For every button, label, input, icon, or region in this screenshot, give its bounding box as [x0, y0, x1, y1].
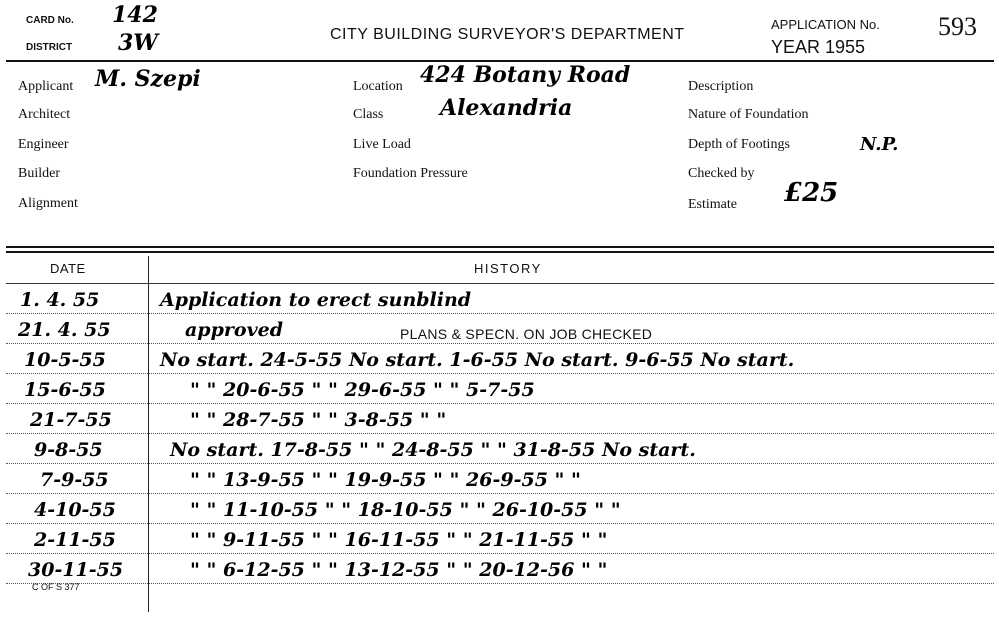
field-nature-foundation-label: Nature of Foundation [688, 107, 809, 122]
row-date: 30-11-55 [28, 559, 124, 581]
year-label: YEAR 1955 [771, 37, 866, 57]
row-date: 1. 4. 55 [20, 289, 100, 311]
date-column-divider [148, 256, 149, 612]
row-history: No start. 17-8-55 " " 24-8-55 " " 31-8-55 No start. [170, 439, 696, 461]
field-checked-by-label: Checked by [688, 166, 755, 181]
field-class-value: Alexandria [440, 95, 573, 121]
row-line [6, 493, 994, 494]
row-date: 21. 4. 55 [18, 319, 111, 341]
district-label: DISTRICT [26, 42, 73, 53]
row-line [6, 463, 994, 464]
header-underline [6, 283, 994, 284]
field-depth-footings-label: Depth of Footings [688, 137, 790, 152]
card-no-label: CARD No. [26, 15, 74, 26]
row-history: " " 13-9-55 " " 19-9-55 " " 26-9-55 " " [190, 469, 581, 491]
field-engineer-label: Engineer [18, 137, 69, 152]
field-location-label: Location [353, 79, 403, 94]
row-history: " " 6-12-55 " " 13-12-55 " " 20-12-56 " " [190, 559, 608, 581]
field-alignment-label: Alignment [18, 196, 78, 211]
row-line [6, 343, 994, 344]
card-no-value: 142 [112, 2, 158, 28]
fields-bottom-rule-2 [6, 251, 994, 253]
row-history: approved [185, 319, 283, 341]
department-title: CITY BUILDING SURVEYOR'S DEPARTMENT [330, 26, 685, 43]
field-builder-label: Builder [18, 166, 60, 181]
field-applicant-value: M. Szepi [95, 66, 201, 92]
row-date: 7-9-55 [40, 469, 109, 491]
application-label: APPLICATION No. [771, 17, 880, 32]
row-line [6, 373, 994, 374]
row-history: " " 28-7-55 " " 3-8-55 " " [190, 409, 447, 431]
row-date: 15-6-55 [24, 379, 106, 401]
field-location-value: 424 Botany Road [420, 62, 631, 88]
row-date: 2-11-55 [34, 529, 116, 551]
date-header: DATE [50, 261, 86, 276]
row-history: No start. 24-5-55 No start. 1-6-55 No start. 9-6-55 No start. [160, 349, 795, 371]
field-estimate-label: Estimate [688, 197, 737, 212]
form-code: C OF S 377 [32, 582, 80, 592]
district-value: 3W [118, 30, 159, 56]
row-date: 10-5-55 [24, 349, 106, 371]
field-live-load-label: Live Load [353, 137, 411, 152]
history-header: HISTORY [474, 261, 542, 276]
plans-checked-stamp: PLANS & SPECN. ON JOB CHECKED [400, 326, 653, 342]
field-architect-label: Architect [18, 107, 71, 122]
row-history: Application to erect sunblind [160, 289, 472, 311]
row-line [6, 433, 994, 434]
field-estimate-value: £25 [784, 178, 839, 208]
field-class-label: Class [353, 107, 384, 122]
row-date: 21-7-55 [30, 409, 112, 431]
application-number: 593 [938, 12, 977, 41]
field-description-label: Description [688, 79, 754, 94]
fields-bottom-rule-1 [6, 246, 994, 248]
row-line [6, 313, 994, 314]
row-date: 4-10-55 [34, 499, 116, 521]
field-foundation-pressure-label: Foundation Pressure [353, 166, 468, 181]
row-line [6, 403, 994, 404]
row-history: " " 9-11-55 " " 16-11-55 " " 21-11-55 " " [190, 529, 608, 551]
row-line [6, 553, 994, 554]
row-history: " " 11-10-55 " " 18-10-55 " " 26-10-55 " " [190, 499, 621, 521]
field-applicant-label: Applicant [18, 79, 74, 94]
row-line [6, 583, 994, 584]
row-line [6, 523, 994, 524]
field-depth-footings-value: N.P. [860, 134, 899, 155]
row-history: " " 20-6-55 " " 29-6-55 " " 5-7-55 [190, 379, 535, 401]
row-date: 9-8-55 [34, 439, 103, 461]
